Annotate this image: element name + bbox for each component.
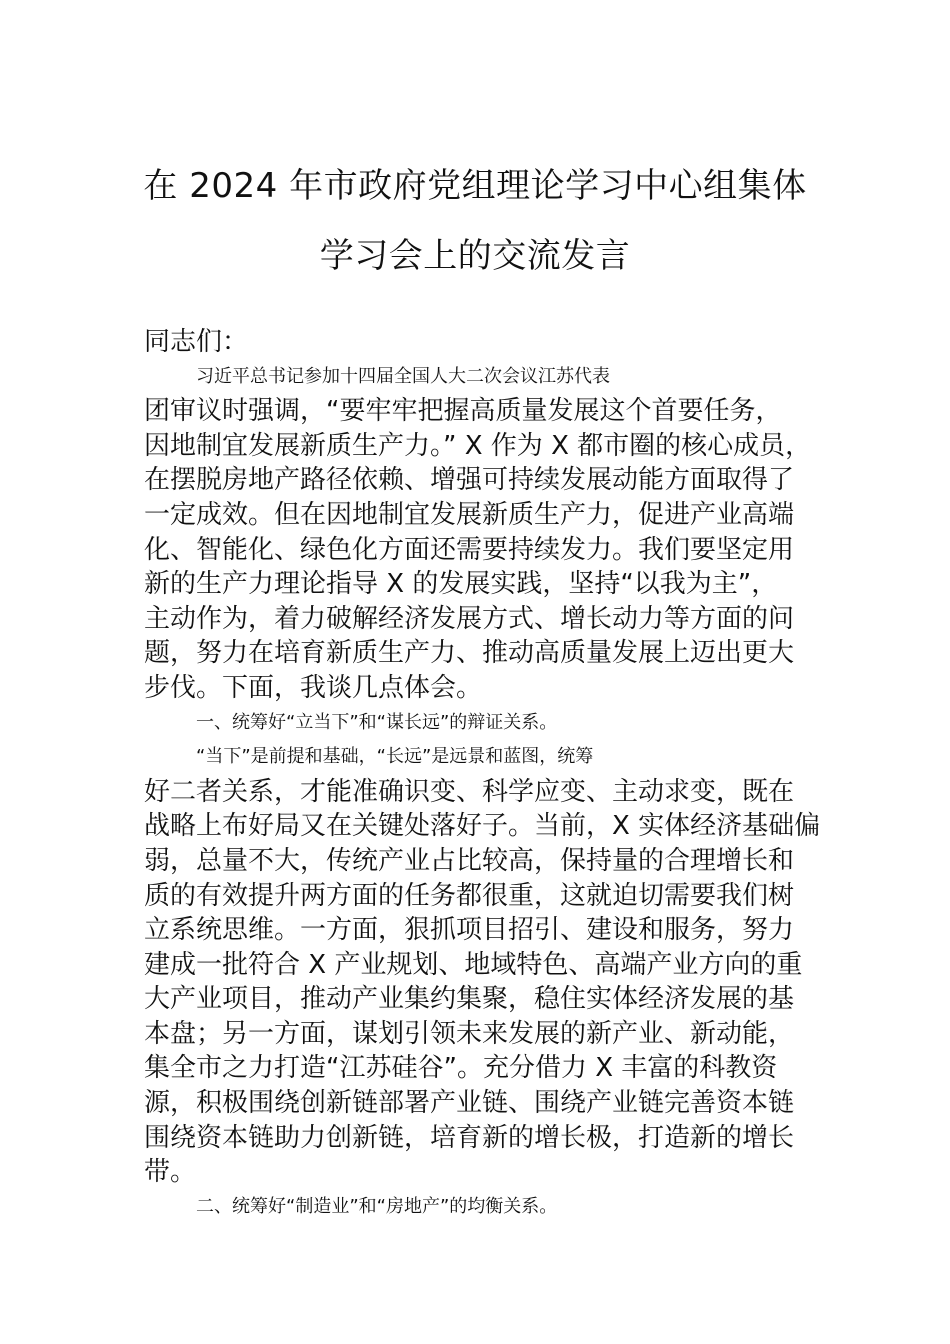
text-line: 立系统思维。一方面，狠抓项目招引、建设和服务，努力 bbox=[144, 915, 795, 946]
text-line: 围绕资本链助力创新链，培育新的增长极，打造新的增长 bbox=[144, 1122, 795, 1153]
text-line: 同志们： bbox=[144, 327, 249, 357]
text-line: 步伐。下面，我谈几点体会。 bbox=[144, 672, 483, 703]
text-line: 大产业项目，推动产业集约集聚，稳住实体经济发展的基 bbox=[144, 984, 795, 1015]
text-line: 好二者关系，才能准确识变、科学应变、主动求变，既在 bbox=[144, 776, 795, 807]
text-line: 在摆脱房地产路径依赖、增强可持续发展动能方面取得了 bbox=[144, 465, 795, 496]
text-line: 战略上布好局又在关键处落好子。当前，X 实体经济基础偏 bbox=[144, 811, 821, 842]
document-body bbox=[144, 325, 844, 1224]
text-line: 题，努力在培育新质生产力、推动高质量发展上迈出更大 bbox=[144, 638, 795, 669]
text-line: 新的生产力理论指导 X 的发展实践，坚持“以我为主”， bbox=[144, 569, 778, 600]
document-title-line-2: 学习会上的交流发言 bbox=[319, 236, 631, 276]
text-line: 二、统筹好“制造业”和“房地产”的均衡关系。 bbox=[196, 1195, 558, 1217]
text-line: 带。 bbox=[144, 1157, 197, 1188]
text-line: 一定成效。但在因地制宜发展新质生产力，促进产业高端 bbox=[144, 499, 795, 530]
text-line: “当下”是前提和基础，“长远”是远景和蓝图，统筹 bbox=[196, 746, 594, 768]
text-line: 因地制宜发展新质生产力。” X 作为 X 都市圈的核心成员， bbox=[144, 430, 812, 461]
text-line: 化、智能化、绿色化方面还需要持续发力。我们要坚定用 bbox=[144, 534, 795, 565]
text-line: 团审议时强调，“要牢牢把握高质量发展这个首要任务， bbox=[144, 396, 782, 427]
text-line: 主动作为，着力破解经济发展方式、增长动力等方面的问 bbox=[144, 603, 795, 634]
text-line: 集全市之力打造“江苏硅谷”。充分借力 X 丰富的科教资 bbox=[144, 1053, 778, 1084]
text-line: 源，积极围绕创新链部署产业链、围绕产业链完善资本链 bbox=[144, 1088, 795, 1119]
text-line: 习近平总书记参加十四届全国人大二次会议江苏代表 bbox=[196, 365, 610, 387]
text-line: 质的有效提升两方面的任务都很重，这就迫切需要我们树 bbox=[144, 880, 795, 911]
text-line: 弱，总量不大，传统产业占比较高，保持量的合理增长和 bbox=[144, 845, 795, 876]
document-title-line-1: 在 2024 年市政府党组理论学习中心组集体 bbox=[143, 166, 807, 206]
text-line: 一、统筹好“立当下”和“谋长远”的辩证关系。 bbox=[196, 711, 558, 733]
text-line: 本盘；另一方面，谋划引领未来发展的新产业、新动能， bbox=[144, 1018, 795, 1049]
text-line: 建成一批符合 X 产业规划、地域特色、高端产业方向的重 bbox=[144, 949, 803, 980]
